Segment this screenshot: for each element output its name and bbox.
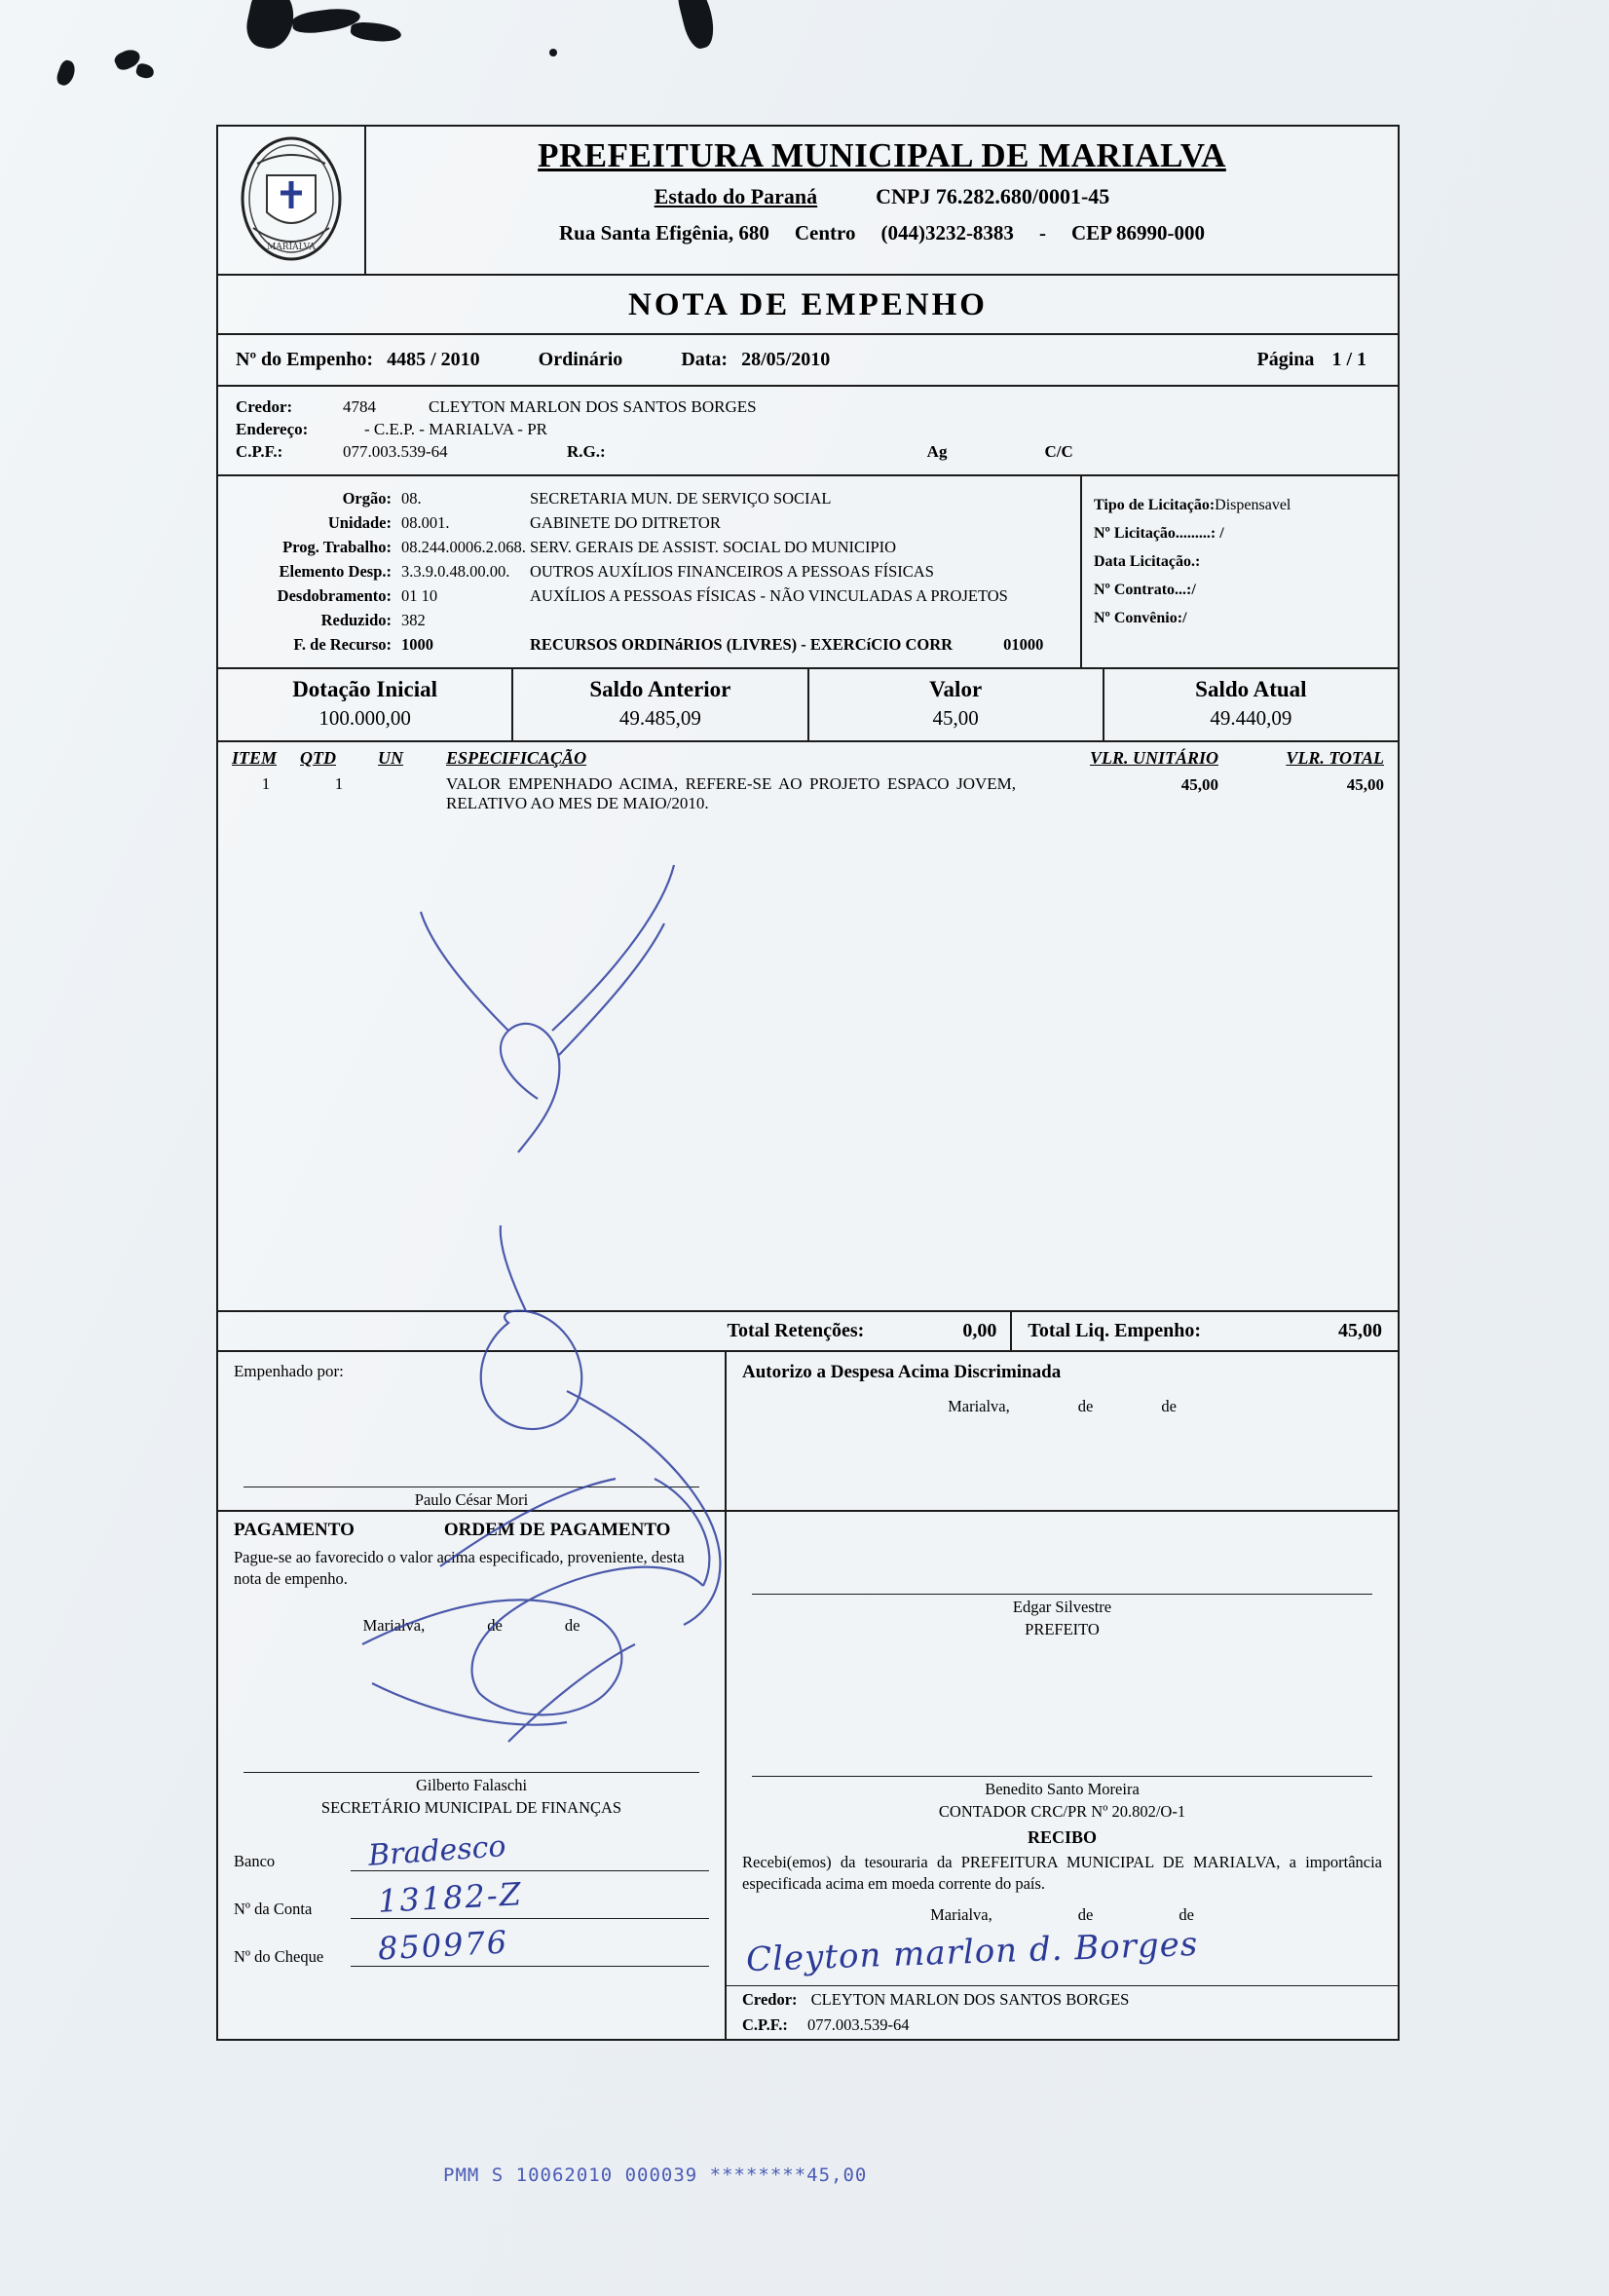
saldo-anterior-value: 49.485,09 bbox=[618, 706, 701, 730]
cnpj-label: CNPJ 76.282.680/0001-45 bbox=[876, 184, 1110, 208]
dash-separator: - bbox=[1038, 221, 1046, 245]
banco-value: Bradesco bbox=[366, 1828, 507, 1873]
pagamento-title: PAGAMENTO bbox=[234, 1520, 355, 1540]
numero-convenio-label: Nº Convênio:/ bbox=[1094, 610, 1187, 626]
orgao-value: SECRETARIA MUN. DE SERVIÇO SOCIAL bbox=[530, 489, 832, 508]
classificacao-left bbox=[218, 476, 1080, 667]
nota-de-empenho-document bbox=[216, 125, 1400, 2041]
autorizo-de-2: de bbox=[1161, 1397, 1177, 1415]
dotacao-inicial-cell bbox=[218, 669, 511, 740]
page-label: Página bbox=[1256, 349, 1315, 370]
contador-role: CONTADOR CRC/PR Nº 20.802/O-1 bbox=[938, 1802, 1186, 1821]
elemento-desp-label: Elemento Desp.: bbox=[279, 562, 392, 581]
valor-cell bbox=[807, 669, 1103, 740]
col-vlr-total-header: VLR. TOTAL bbox=[1286, 748, 1384, 768]
reduzido-label: Reduzido: bbox=[320, 611, 392, 629]
cell-especificacao: VALOR EMPENHADO ACIMA, REFERE-SE AO PROJETO ESPACO JOVEM, RELATIVO AO MES DE MAIO/2010. bbox=[446, 774, 1016, 812]
desdobramento-code: 01 10 bbox=[401, 586, 438, 605]
prefeito-name: Edgar Silvestre bbox=[1012, 1598, 1112, 1616]
tipo-licitacao-value: Dispensavel bbox=[1215, 497, 1291, 513]
scan-artifact bbox=[350, 20, 402, 43]
recibo-text: Recebi(emos) da tesouraria da PREFEITURA MUNICIPAL DE MARIALVA, a importância especificada acima em moeda corrente do país. bbox=[742, 1853, 1382, 1894]
pagamento-titles bbox=[218, 1512, 725, 1543]
pagamento-de-2: de bbox=[564, 1615, 580, 1635]
unidade-code: 08.001. bbox=[401, 513, 450, 532]
pagamento-de-1: de bbox=[487, 1615, 503, 1635]
prefeito-role: PREFEITO bbox=[1025, 1620, 1100, 1638]
fonte-recurso-extra: 01000 bbox=[1003, 635, 1044, 654]
pagamento-column bbox=[218, 1512, 727, 2039]
document-header bbox=[218, 127, 1398, 276]
empenho-number-value: 4485 / 2010 bbox=[387, 349, 480, 370]
secretario-name: Gilberto Falaschi bbox=[415, 1775, 528, 1794]
licitacao-block bbox=[1080, 476, 1398, 667]
pagamento-city: Marialva, bbox=[362, 1615, 426, 1635]
endereco-label: Endereço: bbox=[236, 420, 309, 438]
col-qtd-header: QTD bbox=[300, 748, 336, 768]
col-especificacao-header: ESPECIFICAÇÃO bbox=[446, 748, 587, 768]
cell-item: 1 bbox=[261, 774, 271, 793]
conta-label: Nº da Conta bbox=[234, 1899, 313, 1918]
cell-vlr-unitario: 45,00 bbox=[1180, 775, 1218, 794]
scan-artifact bbox=[243, 0, 299, 53]
valor-value: 45,00 bbox=[932, 706, 979, 730]
recibo-cpf-row bbox=[727, 2014, 1398, 2039]
reduzido-code: 382 bbox=[401, 611, 426, 629]
empenho-type-value: Ordinário bbox=[538, 349, 623, 370]
scan-artifact bbox=[134, 62, 155, 80]
cell-qtd: 1 bbox=[334, 774, 344, 793]
unidade-label: Unidade: bbox=[327, 513, 392, 532]
cheque-label: Nº do Cheque bbox=[234, 1946, 324, 1966]
empenho-date-label: Data: bbox=[681, 349, 729, 370]
col-item-header: ITEM bbox=[232, 748, 278, 768]
secretario-role: SECRETÁRIO MUNICIPAL DE FINANÇAS bbox=[320, 1797, 622, 1817]
pagamento-date-line bbox=[218, 1591, 725, 1636]
autorizo-de-1: de bbox=[1077, 1397, 1094, 1415]
bank-fields bbox=[218, 1818, 725, 1980]
fonte-recurso-label: F. de Recurso: bbox=[293, 635, 392, 654]
left-signature-column bbox=[218, 1352, 727, 1510]
pagamento-text: Pague-se ao favorecido o valor acima especificado, proveniente, desta nota de empenho. bbox=[234, 1548, 685, 1589]
empenho-summary-row bbox=[218, 335, 1398, 387]
pagamento-section bbox=[218, 1512, 1398, 2039]
cpf-value: 077.003.539-64 bbox=[343, 442, 448, 461]
desdobramento-label: Desdobramento: bbox=[277, 586, 392, 605]
credor-code: 4784 bbox=[343, 397, 376, 416]
recibo-date-line bbox=[727, 1896, 1398, 1925]
conta-input[interactable] bbox=[351, 1874, 709, 1920]
document-type-title: NOTA DE EMPENHO bbox=[218, 276, 1398, 335]
conta-value: 13182-Z bbox=[377, 1874, 524, 1920]
unidade-value: GABINETE DO DITRETOR bbox=[530, 513, 721, 532]
endereco-value: - C.E.P. - MARIALVA - PR bbox=[364, 420, 547, 438]
orgao-label: Orgão: bbox=[342, 489, 392, 508]
empenhado-signature-name: Paulo César Mori bbox=[414, 1490, 529, 1509]
recibo-title: RECIBO bbox=[1027, 1827, 1097, 1847]
tipo-licitacao-label: Tipo de Licitação: bbox=[1094, 497, 1216, 513]
cheque-row[interactable] bbox=[234, 1923, 709, 1968]
recibo-cpf-value: 077.003.539-64 bbox=[807, 2014, 910, 2034]
ordem-pagamento-title: ORDEM DE PAGAMENTO bbox=[443, 1520, 671, 1540]
scan-artifact bbox=[549, 49, 557, 56]
prog-trabalho-label: Prog. Trabalho: bbox=[282, 538, 392, 556]
cheque-input[interactable] bbox=[351, 1923, 709, 1968]
saldo-atual-cell bbox=[1103, 669, 1398, 740]
signature-section bbox=[218, 1352, 1398, 1512]
ag-label: Ag bbox=[926, 442, 948, 461]
classificacao-block bbox=[218, 476, 1398, 669]
recibo-city: Marialva, bbox=[930, 1904, 992, 1924]
orgao-code: 08. bbox=[401, 489, 422, 508]
cpf-label: C.P.F.: bbox=[236, 442, 283, 461]
contador-name: Benedito Santo Moreira bbox=[985, 1780, 1140, 1798]
elemento-desp-code: 3.3.9.0.48.00.00. bbox=[401, 562, 510, 581]
items-header-row bbox=[218, 742, 1398, 771]
table-row bbox=[218, 771, 1398, 1067]
banco-label: Banco bbox=[234, 1851, 276, 1870]
credor-name: CLEYTON MARLON DOS SANTOS BORGES bbox=[429, 397, 757, 416]
cheque-value: 850976 bbox=[377, 1923, 510, 1968]
items-section bbox=[218, 742, 1398, 1310]
rg-label: R.G.: bbox=[567, 442, 606, 461]
cep-label: CEP 86990-000 bbox=[1070, 221, 1206, 245]
fonte-recurso-code: 1000 bbox=[401, 635, 433, 654]
district-label: Centro bbox=[794, 221, 856, 245]
recibo-credor-row bbox=[727, 1985, 1398, 2014]
cell-un bbox=[378, 774, 446, 1067]
col-un-header: UN bbox=[378, 748, 403, 768]
prog-trabalho-value: SERV. GERAIS DE ASSIST. SOCIAL DO MUNICIPIO bbox=[530, 538, 897, 556]
col-vlr-unitario-header: VLR. UNITÁRIO bbox=[1089, 748, 1218, 768]
banco-row[interactable] bbox=[234, 1828, 709, 1873]
autorizo-date-line bbox=[727, 1383, 1398, 1416]
data-licitacao-label: Data Licitação.: bbox=[1094, 553, 1201, 570]
prog-trabalho-code: 08.244.0006.2.068. bbox=[401, 538, 526, 556]
footer-code: PMM S 10062010 000039 ********45,00 bbox=[443, 2164, 868, 2186]
empenho-number-label: Nº do Empenho: bbox=[236, 349, 374, 370]
recibo-handwritten-signature: Cleyton marlon d. Borges bbox=[745, 1924, 1199, 1979]
valor-header: Valor bbox=[929, 677, 983, 701]
empenho-date-value: 28/05/2010 bbox=[741, 349, 831, 370]
state-label: Estado do Paraná bbox=[654, 184, 818, 208]
numero-contrato-label: Nº Contrato...:/ bbox=[1094, 582, 1196, 598]
prefeito-column bbox=[727, 1512, 1398, 2039]
saldo-atual-header: Saldo Atual bbox=[1195, 677, 1307, 701]
elemento-desp-value: OUTROS AUXÍLIOS FINANCEIROS A PESSOAS FÍSICAS bbox=[530, 562, 934, 581]
dotacao-inicial-value: 100.000,00 bbox=[318, 706, 411, 730]
recibo-cpf-label: C.P.F.: bbox=[742, 2014, 788, 2034]
autorizo-city: Marialva, bbox=[948, 1397, 1010, 1415]
autorizo-label: Autorizo a Despesa Acima Discriminada bbox=[742, 1362, 1062, 1382]
recibo-credor-name: CLEYTON MARLON DOS SANTOS BORGES bbox=[810, 1989, 1130, 2009]
scan-artifact bbox=[55, 58, 78, 88]
numero-licitacao-label: Nº Licitação.........: / bbox=[1094, 525, 1224, 542]
total-liquido-value: 45,00 bbox=[1338, 1320, 1382, 1341]
page-value: 1 / 1 bbox=[1331, 349, 1366, 370]
recibo-de-2: de bbox=[1179, 1904, 1194, 1924]
total-retencoes-label: Total Retenções: bbox=[727, 1320, 865, 1341]
items-blank-space bbox=[218, 1067, 1398, 1310]
scan-artifact bbox=[674, 0, 719, 52]
address-label: Rua Santa Efigênia, 680 bbox=[558, 221, 769, 245]
conta-row[interactable] bbox=[234, 1874, 709, 1920]
cc-label: C/C bbox=[1044, 442, 1073, 461]
desdobramento-value: AUXÍLIOS A PESSOAS FÍSICAS - NÃO VINCULADAS A PROJETOS bbox=[530, 586, 1008, 605]
credor-label: Credor: bbox=[236, 397, 293, 416]
fonte-recurso-value: RECURSOS ORDINáRIOS (LIVRES) - EXERCíCIO CORR bbox=[530, 635, 954, 654]
saldo-anterior-header: Saldo Anterior bbox=[589, 677, 731, 701]
city-crest bbox=[218, 127, 366, 274]
svg-text:MARIALVA: MARIALVA bbox=[267, 243, 316, 252]
totals-row bbox=[218, 1310, 1398, 1352]
recibo-de-1: de bbox=[1077, 1904, 1094, 1924]
dotacao-table bbox=[218, 669, 1398, 742]
phone-label: (044)3232-8383 bbox=[880, 221, 1014, 245]
empenhado-por-label: Empenhado por: bbox=[234, 1362, 344, 1380]
tipo-licitacao-row bbox=[1094, 497, 1386, 514]
saldo-atual-value: 49.440,09 bbox=[1210, 706, 1292, 730]
dotacao-inicial-header: Dotação Inicial bbox=[292, 677, 438, 701]
recibo-credor-label: Credor: bbox=[742, 1989, 798, 2009]
total-retencoes-value: 0,00 bbox=[879, 1312, 1012, 1350]
total-liquido-label: Total Liq. Empenho: bbox=[1028, 1320, 1201, 1341]
right-signature-column bbox=[727, 1352, 1398, 1510]
credor-block bbox=[218, 387, 1398, 476]
banco-input[interactable] bbox=[351, 1828, 709, 1873]
page-title: PREFEITURA MUNICIPAL DE MARIALVA bbox=[538, 136, 1226, 174]
saldo-anterior-cell bbox=[511, 669, 806, 740]
cell-vlr-total: 45,00 bbox=[1346, 775, 1384, 794]
